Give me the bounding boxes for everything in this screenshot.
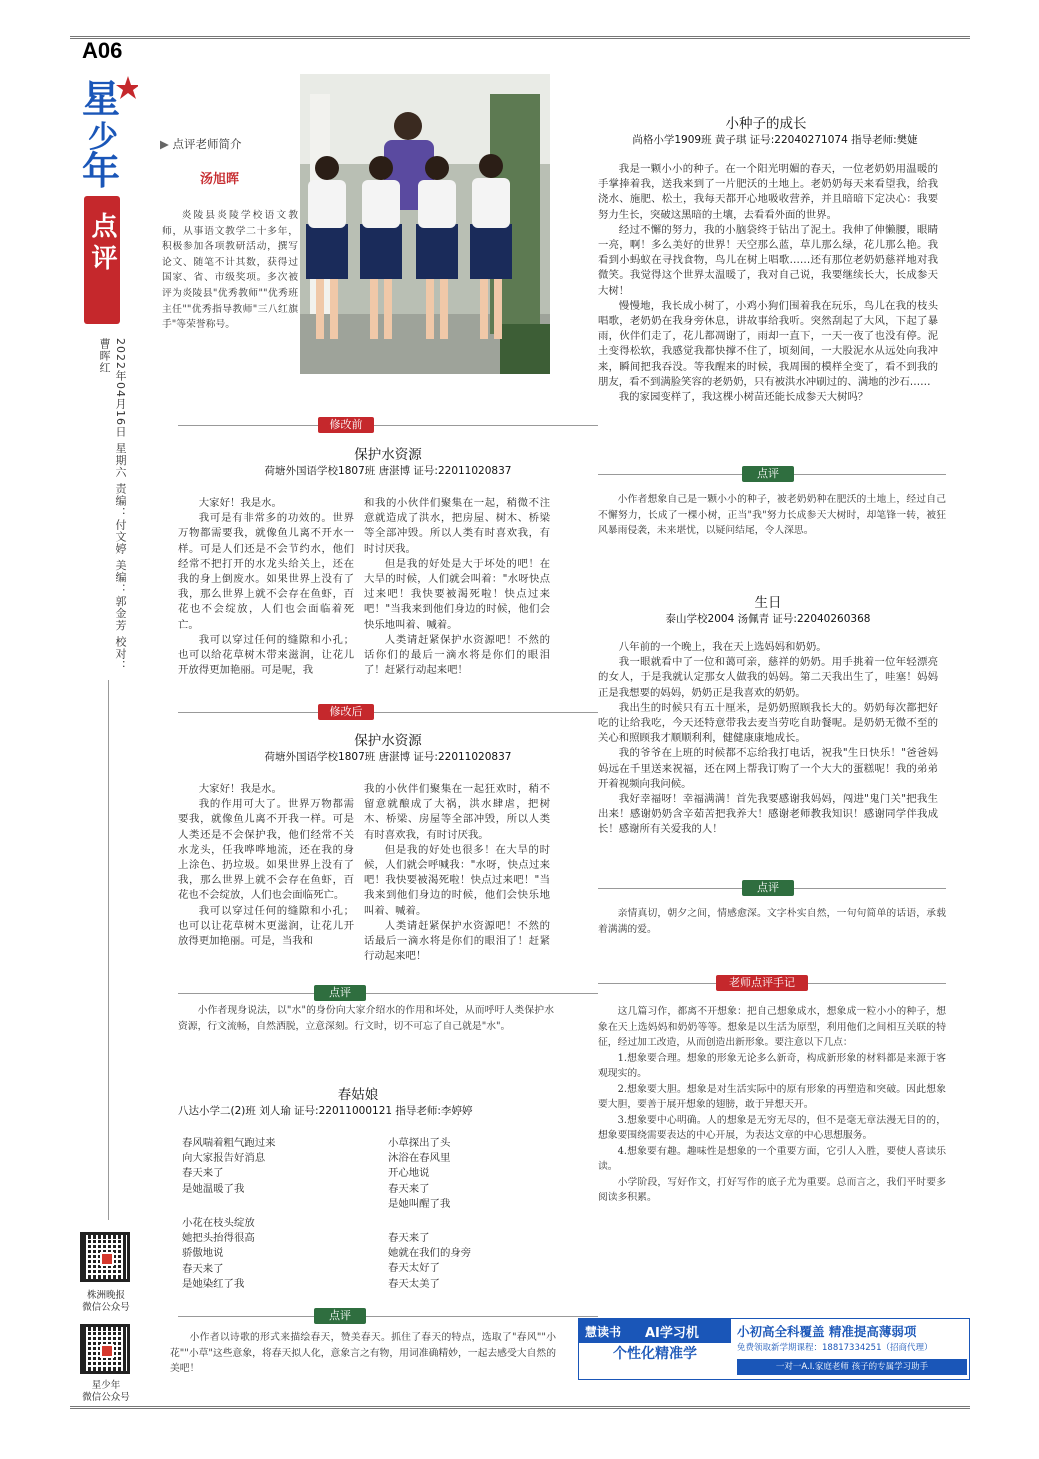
birthday-p: 我一眼就看中了一位和蔼可亲，慈祥的奶奶。用手挑着一位年轻漂亮的女人，于是我就认定那女人做我的妈妈。第二天我出生了，哇塞！妈妈正是我想要的妈妈，奶奶正是我喜欢的奶奶。 — [598, 656, 938, 699]
seed-p: 慢慢地，我长成小树了，小鸡小狗们围着我在玩乐，鸟儿在我的枝头唱歌，老奶奶在我身旁休息，讲故事给我听。突然刮起了大风，下起了暴雨，伙伴们走了，花儿都凋谢了，雨却一直下，一天一夜了也没有停。泥土变得松软，我感觉我都快撑不住了，顷刻间，一大股泥水从远处向我冲来，瞬间把我吞没。等我醒来的时候，我周围的模样全变了，看不到我的朋友，看不到满脸笑容的老奶奶，只有被洪水冲刷过的、满地的沙石…… — [598, 299, 938, 388]
poem-left-1 — [182, 1136, 372, 1197]
left-divider — [108, 680, 109, 1220]
before-p: 大家好！我是水。 — [198, 497, 282, 509]
qr-code-xingshaonian[interactable] — [80, 1324, 130, 1374]
section-label: 点评 — [87, 212, 117, 276]
svg-text:星: 星 — [82, 77, 121, 121]
ad-brand-bar — [579, 1319, 731, 1343]
svg-text:少: 少 — [88, 120, 118, 155]
poem-right-2 — [388, 1231, 558, 1292]
ad-product: AI学习机 — [645, 1326, 699, 1341]
teacher-intro-label — [160, 136, 242, 152]
before-title: 保护水资源 — [354, 447, 422, 463]
birthday-p: 八年前的一个晚上，我在天上选妈妈和奶奶。 — [618, 641, 827, 653]
ad-banner[interactable] — [578, 1318, 970, 1380]
before-p: 人类请赶紧保护水资源吧！不然的话你们的最后一滴水将是你们的眼泪了！赶紧行动起来吧！ — [364, 633, 550, 677]
poem-line: 春风喘着粗气跑过来 — [182, 1137, 276, 1149]
poem-line: 小草探出了头 — [388, 1137, 451, 1149]
comment3-text: 小作者想象自己是一颗小小的种子，被老奶奶种在肥沃的土地上，经过自己不懈努力，长成了一棵小树，正当"我"努力长成参天大树时，却笔锋一转，被狂风暴雨侵袭，未来堪忧，以疑问结尾，令人深思。 — [598, 494, 946, 536]
after-p: 我的作用可大了。世界万物都需要我，就像鱼儿离不开我一样。可是人类还是不会保护我，他们经常不关水龙头，任我哗哗地流，还在我的身上涂色、扔垃圾。如果世界上没有了我，那么世界上就不会存在鱼虾，百花也不会绽放，人们也会面临死亡。 — [178, 798, 354, 902]
qr-caption-1: 株洲晚报 微信公众号 — [82, 1290, 130, 1313]
poem-line: 她把头抬得很高 — [182, 1232, 255, 1245]
bottom-rule — [70, 1406, 970, 1409]
after-p: 大家好！我是水。 — [198, 783, 282, 795]
poem-line: 沐浴在春风里 — [388, 1152, 451, 1165]
poem-line: 春天太美了 — [388, 1277, 440, 1290]
birthday-p: 我好幸福呀！幸福满满！首先我要感谢我妈妈，闯进"鬼门关"把我生出来！感谢奶奶含辛茹苦把我养大！感谢老师教我知识！感谢同学伴我成长！感谢所有关爱我的人！ — [598, 793, 938, 836]
guide-body — [598, 1004, 946, 1206]
after-p: 人类请赶紧保护水资源吧！不然的话最后一滴水将是你们的眼泪了！赶紧行动起来吧！ — [364, 919, 550, 963]
brand-logo — [78, 72, 138, 192]
comment1-text: 小作者现身说法，以"水"的身份向大家介绍水的作用和坏处，从而呼吁人类保护水资源，行文流畅，自然洒脱，立意深刻。行文时，切不可忘了自己就是"水"。 — [178, 1005, 554, 1032]
section-badge — [84, 196, 120, 324]
before-p: 我可以穿过任何的缝隙和小孔；也可以给花草树木带来滋润，让花儿开放得更加艳丽。可是呢，我 — [178, 633, 354, 677]
ad-slogan: 小初高全科覆盖 精准提高薄弱项 — [737, 1324, 917, 1339]
guide-p: 4.想象要有趣。趣味性是想象的一个重要方面，它引人入胜，要使人喜读乐读。 — [598, 1145, 946, 1172]
guide-tag: 老师点评手记 — [716, 975, 808, 991]
birthday-p: 我出生的时候只有五十厘米，是奶奶照顾我长大的。奶奶每次都把好吃的让给我吃，今天还特意带我去麦当劳吃自助餐呢。是奶奶无微不至的关心和照顾我才顺顺利利，健健康康地成长。 — [598, 701, 938, 745]
poem-line: 春天来了 — [388, 1232, 430, 1244]
svg-text:年: 年 — [82, 149, 121, 192]
page-number: A06 — [82, 38, 123, 63]
triangle-icon: ▶ — [160, 137, 169, 151]
poem-title: 春姑娘 — [337, 1087, 379, 1103]
before-col1 — [178, 496, 354, 678]
poem-line: 开心地说 — [388, 1167, 430, 1180]
qr-code-zhuzhou[interactable] — [80, 1232, 130, 1282]
poem-line: 春天来了 — [182, 1167, 224, 1180]
poem-meta: 八达小学二(2)班 刘人瑜 证号:22011000121 指导老师:李婷婷 — [178, 1105, 473, 1117]
teacher-bio: 炎陵县炎陵学校语文教师，从事语文教学二十多年，积极参加各项教研活动，撰写论文、随笔不计其数，获得过国家、省、市级奖项。多次被评为炎陵县"优秀教师""优秀班主任""优秀指导教师"三八红旗手"等荣誉称号。 — [162, 210, 298, 331]
after-col2 — [364, 782, 550, 964]
poem-line: 向大家报告好消息 — [182, 1152, 266, 1165]
qr-caption-2: 星少年 微信公众号 — [82, 1380, 130, 1403]
after-p: 但是我的好处也很多！在大旱的时候，人们就会呼喊我："水呀，快点过来吧！我快要被渴死啦！快点过来吧！"当我来到他们身边的时候，他们会快乐地叫着、喊着。 — [364, 843, 550, 917]
comment1-divider — [178, 993, 598, 994]
comment2-text: 小作者以诗歌的形式来描绘春天，赞美春天。抓住了春天的特点，选取了"春风""小花""小草"这些意象，将春天拟人化，意象言之有物，用词准确精妙，一起去感受大自然的美吧！ — [170, 1332, 556, 1374]
poem-line: 小花在枝头绽放 — [182, 1217, 255, 1229]
top-rule — [70, 36, 970, 39]
birthday-body — [598, 640, 938, 838]
before-p: 和我的小伙伴们聚集在一起，稍微不注意就造成了洪水，把房屋、树木、桥梁等全部冲毁。所以人类有时喜欢我，有时讨厌我。 — [364, 497, 550, 555]
guide-p: 1.想象要合理。想象的形象无论多么新奇，构成新形象的材料都是来源于客观现实的。 — [598, 1052, 946, 1079]
before-meta: 荷塘外国语学校1807班 唐湛博 证号:22011020837 — [264, 465, 512, 477]
seed-p: 经过不懈的努力，我的小脑袋终于钻出了泥土。我伸了伸懒腰，眼睛一亮，啊！多么美好的世界！天空那么蓝，草儿那么绿，花儿那么艳。我看到小蚂蚁在寻找食物，鸟儿在树上唱歌……还有那位老奶奶慈祥地对我微笑。我觉得这个世界太温暖了，我对自己说，我要继续长大，长成参天大树！ — [598, 223, 938, 297]
ad-brand: 慧读书 — [585, 1325, 622, 1339]
comment2-divider — [178, 1316, 598, 1317]
teacher-name: 汤旭晖 — [200, 172, 240, 187]
ad-hotline: 免费领取新学期课程：18817334251（招商代理） — [737, 1343, 933, 1353]
seed-body — [598, 162, 938, 405]
birthday-meta: 泰山学校2004 汤佩青 证号:22040260368 — [665, 613, 871, 625]
birthday-title: 生日 — [754, 595, 782, 611]
seed-p: 我的家园变样了，我这棵小树苗还能长成参天大树吗？ — [618, 391, 869, 404]
after-tag: 修改后 — [318, 704, 374, 720]
birthday-p: 我的爷爷在上班的时候都不忘给我打电话，祝我"生日快乐！"爸爸妈妈远在千里送来祝福，还在网上帮我订购了一个大大的蛋糕呢！我的弟弟开着视频向我问候。 — [598, 747, 938, 790]
poem-line: 她就在我们的身旁 — [388, 1247, 472, 1260]
comment1-tag: 点评 — [314, 985, 366, 1001]
teacher-photo — [300, 74, 550, 374]
poem-line: 是她染红了我 — [182, 1277, 245, 1290]
comment4-tag: 点评 — [742, 880, 794, 896]
poem-line: 春天来了 — [388, 1182, 430, 1195]
comment4-text: 亲情真切，朝夕之间，情感愈深。文字朴实自然，一句句简单的话语，承载着满满的爱。 — [598, 908, 946, 935]
guide-p: 小学阶段，写好作文，打好写作的底子尤为重要。总而言之，我们平时要多阅读多积累。 — [598, 1176, 946, 1203]
before-divider — [178, 425, 598, 426]
before-p: 我可是有非常多的功效的。世界万物都需要我，就像鱼儿离不开水一样。可是人们还是不会节约水，他们经常不把打开的水龙头给关上，还在我的身上倒废水。如果世界上没有了我，那么世界上就不会存在鱼虾，百花也不会绽放，人们也会面临着死亡。 — [178, 512, 354, 631]
before-tag: 修改前 — [318, 417, 374, 433]
guide-p: 3.想象要中心明确。人的想象是无穷无尽的，但不是毫无章法漫无目的的，想象要围绕需要表达的中心开展，为表达文章的中心思想服务。 — [598, 1114, 946, 1141]
before-p: 但是我的好处是大于坏处的吧！在大旱的时候，人们就会叫着："水呀快点过来吧！我快要被渴死啦！快点过来吧！"当我来到他们身边的时候，他们会快乐地叫着、喊着。 — [364, 557, 550, 631]
ad-bottom: 一对一A.I.家庭老师 孩子的专属学习助手 — [737, 1359, 967, 1375]
after-title: 保护水资源 — [354, 733, 422, 749]
guide-p: 这几篇习作，都离不开想象：把自己想象成水，想象成一粒小小的种子，想象在天上选妈妈和奶奶等等。想象是以生活为原型，利用他们之间相互关联的特征，经过加工改造，从而创造出新形象。要注意以下几点： — [598, 1006, 946, 1048]
comment3-tag: 点评 — [742, 466, 794, 482]
after-p: 我可以穿过任何的缝隙和小孔；也可以让花草树木更滋润，让花儿开放得更加艳丽。可是，当我和 — [178, 904, 354, 948]
poem-right-1 — [388, 1136, 558, 1212]
poem-line: 是她温暖了我 — [182, 1182, 245, 1195]
after-p: 我的小伙伴们聚集在一起狂欢时，稍不留意就酿成了大祸，洪水肆虐，把树木、桥梁、房屋等全部冲毁，所以人类有时喜欢我，有时讨厌我。 — [364, 783, 550, 841]
poem-line: 是她叫醒了我 — [388, 1197, 451, 1210]
date-line: 2022年04月16日 星期六 责编：付文婷 美编：郭金芳 校对：曹晖红 — [98, 338, 127, 672]
after-divider — [178, 712, 598, 713]
before-col2 — [364, 496, 550, 678]
poem-line: 春天太好了 — [388, 1262, 440, 1275]
poem-line: 春天来了 — [182, 1262, 224, 1275]
seed-meta: 尚格小学1909班 黄子琪 证号:22040271074 指导老师:樊婕 — [632, 134, 918, 146]
guide-p: 2.想象要大胆。想象是对生活实际中的原有形象的再塑造和突破。因此想象要大胆，要善于展开想象的翅膀，敢于异想天开。 — [598, 1083, 946, 1110]
seed-title: 小种子的成长 — [725, 116, 807, 132]
ad-sub: 个性化精准学 — [613, 1346, 697, 1362]
after-col1 — [178, 782, 354, 949]
seed-p: 我是一颗小小的种子。在一个阳光明媚的春天，一位老奶奶用温暖的手掌捧着我，送我来到了一片肥沃的土地上。老奶奶每天来看望我，给我浇水、施肥、松土，我每天都开心地吸收营养，并且暗暗下定决心：我要努力生长，突破这黑暗的土壤，去看看外面的世界。 — [598, 163, 938, 221]
comment2-tag: 点评 — [314, 1308, 366, 1324]
poem-left-2 — [182, 1216, 372, 1292]
teacher-intro-label-text: 点评老师简介 — [172, 137, 242, 151]
after-meta: 荷塘外国语学校1807班 唐湛博 证号:22011020837 — [264, 751, 512, 763]
poem-line: 骄傲地说 — [182, 1247, 224, 1260]
